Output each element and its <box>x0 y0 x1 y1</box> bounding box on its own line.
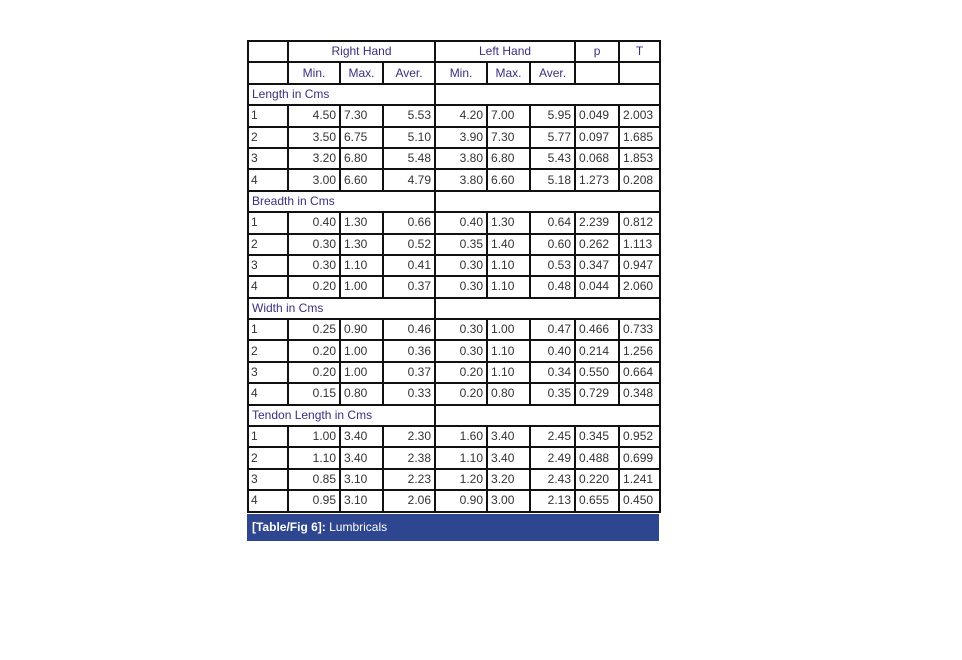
row-index-cell: 4 <box>248 169 288 190</box>
rh-min-cell: 0.20 <box>288 276 340 297</box>
lh-aver-cell: 2.43 <box>530 469 575 490</box>
lh-aver-cell: 0.53 <box>530 255 575 276</box>
lh-max-cell: 7.30 <box>487 127 530 148</box>
section-header-row <box>248 405 660 426</box>
rh-min-cell: 3.00 <box>288 169 340 190</box>
lh-max-cell: 1.10 <box>487 255 530 276</box>
p-value-cell: 0.729 <box>575 383 619 404</box>
rh-max-cell: 6.75 <box>340 127 383 148</box>
lh-min-cell: 1.60 <box>435 426 487 447</box>
row-index-cell: 3 <box>248 469 288 490</box>
t-subheader <box>619 62 660 83</box>
lh-max-cell: 3.00 <box>487 490 530 511</box>
rh-min-cell: 0.25 <box>288 319 340 340</box>
t-value-cell: 0.952 <box>619 426 660 447</box>
row-index-cell: 3 <box>248 255 288 276</box>
row-index-cell: 2 <box>248 127 288 148</box>
lh-min-cell: 0.30 <box>435 319 487 340</box>
lh-max-cell: 7.00 <box>487 105 530 126</box>
lh-aver-cell: 5.43 <box>530 148 575 169</box>
rh-aver-cell: 5.48 <box>383 148 435 169</box>
table-row <box>248 426 660 447</box>
rh-max-cell: 7.30 <box>340 105 383 126</box>
rh-min-cell: 0.40 <box>288 212 340 233</box>
table-row <box>248 490 660 511</box>
lh-aver-cell: 2.49 <box>530 447 575 468</box>
rh-aver-cell: 0.33 <box>383 383 435 404</box>
rh-min-cell: 1.00 <box>288 426 340 447</box>
header-row-1 <box>248 41 660 62</box>
table-row <box>248 362 660 383</box>
table-row <box>248 105 660 126</box>
lh-min-cell: 1.10 <box>435 447 487 468</box>
table-row <box>248 127 660 148</box>
rh-min-cell: 0.95 <box>288 490 340 511</box>
row-index-cell: 2 <box>248 447 288 468</box>
caption-text: Lumbricals <box>325 519 388 534</box>
section-title: Tendon Length in Cms <box>248 405 435 426</box>
rh-max-cell: 1.30 <box>340 212 383 233</box>
rh-aver-cell: 0.37 <box>383 362 435 383</box>
rh-max-cell: 3.10 <box>340 469 383 490</box>
figure-caption <box>247 514 659 541</box>
t-value-cell: 0.208 <box>619 169 660 190</box>
lh-min-cell: 1.20 <box>435 469 487 490</box>
p-value-cell: 0.345 <box>575 426 619 447</box>
table-row <box>248 148 660 169</box>
lh-max-cell: 1.40 <box>487 234 530 255</box>
p-value-cell: 2.239 <box>575 212 619 233</box>
rh-aver-cell: 4.79 <box>383 169 435 190</box>
rh-aver-cell: 0.36 <box>383 340 435 361</box>
section-header-row <box>248 191 660 212</box>
rh-min-cell: 4.50 <box>288 105 340 126</box>
t-value-cell: 0.947 <box>619 255 660 276</box>
lh-aver-cell: 0.48 <box>530 276 575 297</box>
p-value-cell: 0.488 <box>575 447 619 468</box>
row-index-cell: 1 <box>248 426 288 447</box>
table-figure <box>247 40 659 541</box>
p-value-cell: 0.550 <box>575 362 619 383</box>
rh-aver-cell: 2.38 <box>383 447 435 468</box>
table-row <box>248 276 660 297</box>
rh-max-cell: 0.80 <box>340 383 383 404</box>
rh-max-cell: 6.60 <box>340 169 383 190</box>
p-value-cell: 1.273 <box>575 169 619 190</box>
rh-min-cell: 0.15 <box>288 383 340 404</box>
t-value-cell: 0.733 <box>619 319 660 340</box>
section-spacer <box>435 405 660 426</box>
lh-aver-cell: 0.64 <box>530 212 575 233</box>
rh-min-header: Min. <box>288 62 340 83</box>
lh-min-cell: 0.30 <box>435 340 487 361</box>
t-value-cell: 0.450 <box>619 490 660 511</box>
caption-label: [Table/Fig 6]: <box>252 519 326 534</box>
lh-aver-cell: 5.18 <box>530 169 575 190</box>
rh-aver-cell: 0.37 <box>383 276 435 297</box>
rh-max-cell: 3.40 <box>340 447 383 468</box>
table-row <box>248 383 660 404</box>
rh-min-cell: 1.10 <box>288 447 340 468</box>
lh-min-cell: 0.20 <box>435 383 487 404</box>
table-row <box>248 255 660 276</box>
t-value-cell: 2.003 <box>619 105 660 126</box>
p-value-cell: 0.466 <box>575 319 619 340</box>
t-value-cell: 0.699 <box>619 447 660 468</box>
rh-max-cell: 1.30 <box>340 234 383 255</box>
row-index-cell: 1 <box>248 105 288 126</box>
p-value-cell: 0.097 <box>575 127 619 148</box>
p-value-cell: 0.220 <box>575 469 619 490</box>
lh-min-cell: 0.90 <box>435 490 487 511</box>
rh-aver-cell: 2.30 <box>383 426 435 447</box>
p-value-cell: 0.347 <box>575 255 619 276</box>
lh-min-header: Min. <box>435 62 487 83</box>
rh-aver-cell: 2.06 <box>383 490 435 511</box>
lh-aver-header: Aver. <box>530 62 575 83</box>
rh-min-cell: 0.30 <box>288 255 340 276</box>
t-value-cell: 1.853 <box>619 148 660 169</box>
rh-aver-cell: 5.10 <box>383 127 435 148</box>
section-header-row <box>248 298 660 319</box>
rh-aver-cell: 0.52 <box>383 234 435 255</box>
lh-max-cell: 3.20 <box>487 469 530 490</box>
header-row-2 <box>248 62 660 83</box>
lh-max-cell: 1.10 <box>487 362 530 383</box>
table-row <box>248 447 660 468</box>
row-index-cell: 3 <box>248 362 288 383</box>
section-title: Breadth in Cms <box>248 191 435 212</box>
rh-max-cell: 1.00 <box>340 276 383 297</box>
lh-min-cell: 3.90 <box>435 127 487 148</box>
lh-aver-cell: 0.40 <box>530 340 575 361</box>
table-row <box>248 319 660 340</box>
lh-aver-cell: 0.60 <box>530 234 575 255</box>
rh-max-cell: 1.00 <box>340 362 383 383</box>
row-index-cell: 2 <box>248 340 288 361</box>
p-value-cell: 0.044 <box>575 276 619 297</box>
t-value-cell: 0.664 <box>619 362 660 383</box>
rh-max-cell: 1.10 <box>340 255 383 276</box>
rh-max-cell: 3.10 <box>340 490 383 511</box>
lh-aver-cell: 0.34 <box>530 362 575 383</box>
row-index-cell: 3 <box>248 148 288 169</box>
t-value-cell: 0.812 <box>619 212 660 233</box>
rh-min-cell: 0.30 <box>288 234 340 255</box>
row-index-cell: 4 <box>248 276 288 297</box>
lh-min-cell: 0.40 <box>435 212 487 233</box>
rh-aver-cell: 2.23 <box>383 469 435 490</box>
rh-max-cell: 3.40 <box>340 426 383 447</box>
table-row <box>248 469 660 490</box>
p-value-cell: 0.068 <box>575 148 619 169</box>
lh-max-cell: 1.00 <box>487 319 530 340</box>
lh-max-cell: 1.10 <box>487 276 530 297</box>
rh-min-cell: 3.50 <box>288 127 340 148</box>
rh-min-cell: 0.20 <box>288 362 340 383</box>
row-index-cell: 4 <box>248 490 288 511</box>
section-spacer <box>435 298 660 319</box>
lh-min-cell: 3.80 <box>435 169 487 190</box>
t-value-cell: 1.113 <box>619 234 660 255</box>
lh-min-cell: 3.80 <box>435 148 487 169</box>
lh-max-header: Max. <box>487 62 530 83</box>
rh-max-header: Max. <box>340 62 383 83</box>
row-index-cell: 1 <box>248 212 288 233</box>
rh-max-cell: 1.00 <box>340 340 383 361</box>
t-value-cell: 1.241 <box>619 469 660 490</box>
lh-max-cell: 3.40 <box>487 426 530 447</box>
lh-aver-cell: 5.95 <box>530 105 575 126</box>
data-table <box>247 40 661 513</box>
rh-min-cell: 3.20 <box>288 148 340 169</box>
corner-cell <box>248 41 288 62</box>
right-hand-header: Right Hand <box>288 41 435 62</box>
lh-min-cell: 0.30 <box>435 276 487 297</box>
t-header: T <box>619 41 660 62</box>
rh-max-cell: 0.90 <box>340 319 383 340</box>
section-header-row <box>248 84 660 105</box>
lh-max-cell: 6.80 <box>487 148 530 169</box>
t-value-cell: 1.256 <box>619 340 660 361</box>
lh-min-cell: 0.30 <box>435 255 487 276</box>
lh-aver-cell: 0.35 <box>530 383 575 404</box>
rh-aver-cell: 5.53 <box>383 105 435 126</box>
rh-max-cell: 6.80 <box>340 148 383 169</box>
row-index-cell: 4 <box>248 383 288 404</box>
p-value-cell: 0.049 <box>575 105 619 126</box>
lh-max-cell: 3.40 <box>487 447 530 468</box>
t-value-cell: 2.060 <box>619 276 660 297</box>
row-index-cell: 2 <box>248 234 288 255</box>
rh-aver-cell: 0.41 <box>383 255 435 276</box>
t-value-cell: 0.348 <box>619 383 660 404</box>
p-value-cell: 0.214 <box>575 340 619 361</box>
rh-aver-cell: 0.46 <box>383 319 435 340</box>
section-title: Length in Cms <box>248 84 435 105</box>
p-value-cell: 0.655 <box>575 490 619 511</box>
lh-min-cell: 4.20 <box>435 105 487 126</box>
table-row <box>248 169 660 190</box>
corner-cell <box>248 62 288 83</box>
table-row <box>248 340 660 361</box>
section-spacer <box>435 191 660 212</box>
lh-max-cell: 6.60 <box>487 169 530 190</box>
row-index-cell: 1 <box>248 319 288 340</box>
lh-aver-cell: 0.47 <box>530 319 575 340</box>
lh-max-cell: 1.10 <box>487 340 530 361</box>
p-subheader <box>575 62 619 83</box>
rh-min-cell: 0.20 <box>288 340 340 361</box>
lh-min-cell: 0.35 <box>435 234 487 255</box>
table-row <box>248 212 660 233</box>
table-row <box>248 234 660 255</box>
rh-aver-header: Aver. <box>383 62 435 83</box>
lh-max-cell: 1.30 <box>487 212 530 233</box>
t-value-cell: 1.685 <box>619 127 660 148</box>
lh-aver-cell: 2.45 <box>530 426 575 447</box>
section-spacer <box>435 84 660 105</box>
section-title: Width in Cms <box>248 298 435 319</box>
left-hand-header: Left Hand <box>435 41 575 62</box>
lh-min-cell: 0.20 <box>435 362 487 383</box>
p-header: p <box>575 41 619 62</box>
rh-aver-cell: 0.66 <box>383 212 435 233</box>
lh-aver-cell: 5.77 <box>530 127 575 148</box>
p-value-cell: 0.262 <box>575 234 619 255</box>
rh-min-cell: 0.85 <box>288 469 340 490</box>
lh-max-cell: 0.80 <box>487 383 530 404</box>
lh-aver-cell: 2.13 <box>530 490 575 511</box>
